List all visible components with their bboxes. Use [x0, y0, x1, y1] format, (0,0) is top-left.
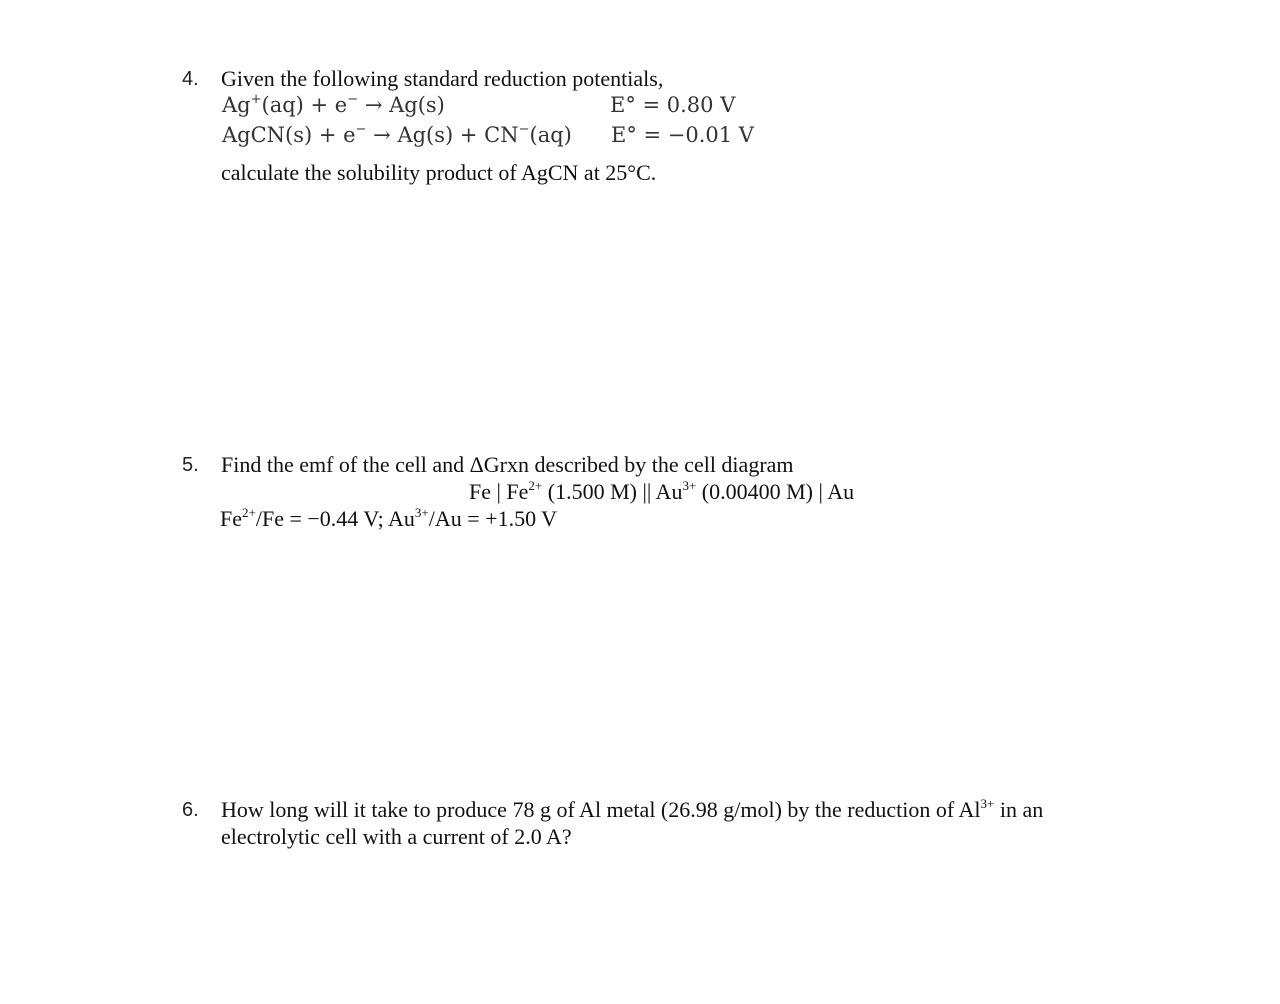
question-6-al-charge: 3+ [980, 796, 995, 811]
half-cell-fe-charge: 2+ [242, 505, 256, 520]
reaction-1-product: → Ag(s) [358, 93, 445, 117]
half-cell-b: /Fe = −0.44 V; Au [255, 506, 415, 531]
question-6-line-1 [221, 797, 1043, 823]
question-6-number: 6. [182, 799, 199, 821]
question-5-number: 5. [182, 454, 199, 476]
reaction-1-equation [222, 92, 445, 118]
cell-diagram-b: (1.500 M) || Au [542, 479, 683, 504]
cell-diagram-au-charge: 3+ [682, 478, 697, 493]
half-cell-au-charge: 3+ [414, 505, 429, 520]
half-cell-a: Fe [220, 506, 242, 531]
reaction-1-electron-charge: − [347, 92, 359, 107]
cell-diagram-c: (0.00400 M) | Au [696, 479, 855, 504]
reaction-2-cn-charge: − [518, 122, 530, 137]
question-4-number: 4. [182, 68, 199, 90]
question-4-prompt: Given the following standard reduction potentials, [221, 66, 664, 91]
half-cell-c: /Au = +1.50 V [428, 506, 558, 531]
reaction-2-mid: → Ag(s) + CN [366, 123, 519, 147]
reaction-2-tail: (aq) [529, 123, 572, 147]
reaction-2-potential: E° = −0.01 V [611, 123, 754, 147]
question-6-line-2: electrolytic cell with a current of 2.0 A? [221, 824, 572, 849]
question-6-line-1-a: How long will it take to produce 78 g of Al metal (26.98 g/mol) by the reduction of Al [221, 797, 981, 822]
reaction-1-ag: Ag [222, 93, 251, 117]
question-5-prompt: Find the emf of the cell and ΔGrxn described by the cell diagram [221, 452, 794, 477]
half-cell-potentials [220, 506, 557, 532]
reaction-1-charge: + [250, 92, 262, 107]
reaction-2-left: AgCN(s) + e [222, 123, 356, 147]
reaction-2-equation [222, 122, 572, 148]
question-6-line-1-b: in an [994, 797, 1044, 822]
reaction-1-potential: E° = 0.80 V [610, 93, 736, 117]
cell-diagram-a: Fe | Fe [469, 479, 529, 504]
cell-diagram-fe-charge: 2+ [528, 478, 543, 493]
question-4-question: calculate the solubility product of AgCN at 25°C. [221, 160, 657, 185]
reaction-1-rest: (aq) + e [261, 93, 348, 117]
reaction-2-electron-charge: − [355, 122, 367, 137]
cell-diagram [469, 479, 854, 505]
